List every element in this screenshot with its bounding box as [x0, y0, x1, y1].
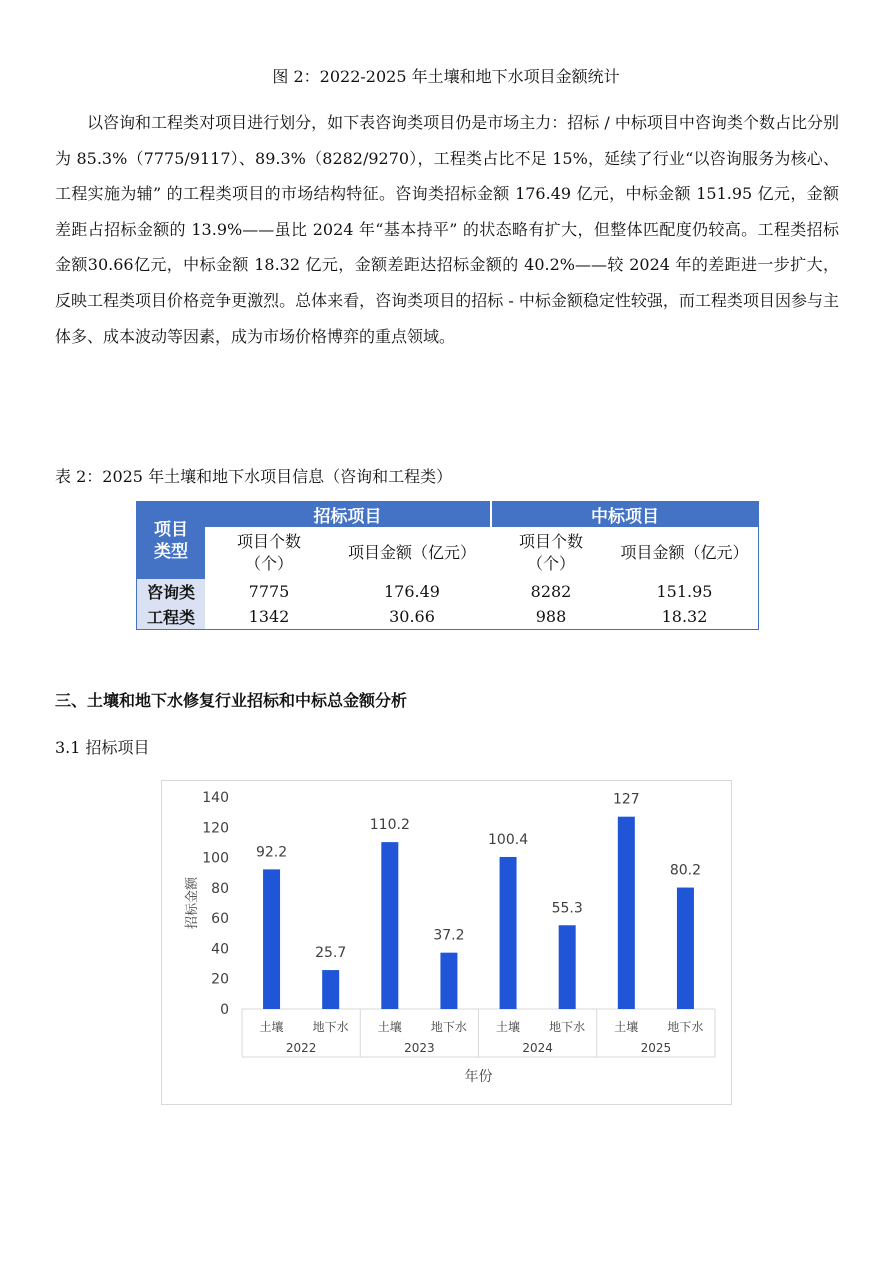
data-label: 80.2: [669, 862, 702, 879]
bar: [381, 842, 398, 1009]
x-subcategory-label: 地下水: [312, 1020, 349, 1034]
chart-svg: [162, 781, 731, 1104]
win-count-cell: 8282: [530, 582, 572, 601]
body-paragraph: 以咨询和工程类对项目进行划分，如下表咨询类项目仍是市场主力：招标 / 中标项目中咨询类个数占比分别为 85.3%（7775/9117）、89.3%（8282/9270），工程类占比不足 15%，延续了行业“以咨询服务为核心、工程实施为辅” 的工程类项目的市场结构特征。咨询类招标金额 176.49 亿元，中标金额 151.95 亿元，金额差距占招标金额的 13.9%——虽比 2024 年“基本持平” 的状态略有扩大，但整体匹配度仍较高。工程类招标金额30.66亿元，中标金额 18.32 亿元，金额差距达招标金额的 40.2%——较 2024 年的差距进一步扩大，反映工程类项目价格竞争更激烈。总体来看，咨询类项目的招标 - 中标金额稳定性较强，而工程类项目因参与主体多、成本波动等因素，成为市场价格博弈的重点领域。: [55, 113, 839, 346]
row-type: 咨询类: [137, 579, 206, 604]
x-subcategory-label: 土壤: [496, 1020, 521, 1034]
data-label: 55.3: [551, 900, 583, 917]
y-tick-label: 0: [220, 1002, 229, 1018]
figure-caption: 图 2：2022-2025 年土壤和地下水项目金额统计: [272, 67, 620, 86]
bar: [440, 953, 457, 1009]
subsection-title: 3.1 招标项目: [55, 738, 150, 757]
bid-amount-chart: [161, 780, 732, 1105]
bid-count-cell: 7775: [248, 582, 290, 601]
win-amount-cell: 18.32: [661, 607, 708, 626]
section-title: 三、土壤和地下水修复行业招标和中标总金额分析: [55, 691, 408, 710]
y-tick-label: 60: [211, 911, 229, 928]
bar: [500, 857, 517, 1009]
corner-label: 项目类型: [153, 519, 188, 562]
data-label: 100.4: [488, 831, 529, 848]
x-group-label: 2024: [522, 1041, 553, 1055]
bid-amount-cell: 30.66: [389, 607, 435, 626]
win-amount-header: 项目金额（亿元）: [620, 543, 749, 562]
win-count-header: [491, 527, 611, 579]
x-group-label: 2023: [404, 1041, 435, 1055]
bar: [559, 925, 576, 1009]
row-type: 工程类: [137, 604, 206, 630]
y-axis-label: 招标金额: [185, 876, 200, 930]
x-subcategory-label: 土壤: [259, 1020, 284, 1034]
corner-header: [137, 502, 206, 580]
bid-count-header-label: 项目个数（个）: [236, 532, 301, 573]
y-tick-label: 140: [202, 790, 229, 806]
y-tick-label: 120: [202, 820, 229, 837]
y-tick-label: 100: [202, 850, 229, 867]
data-label: 127: [612, 791, 640, 808]
bar: [322, 970, 339, 1009]
bar: [618, 817, 635, 1009]
bid-amount-header: 项目金额（亿元）: [347, 543, 476, 562]
y-tick-label: 80: [211, 880, 229, 897]
table-row: [137, 579, 759, 604]
x-subcategory-label: 地下水: [549, 1020, 586, 1034]
x-subcategory-label: 地下水: [667, 1020, 704, 1034]
x-subcategory-label: 土壤: [377, 1020, 402, 1034]
win-count-header-label: 项目个数（个）: [518, 532, 583, 573]
win-count-cell: 988: [535, 607, 567, 626]
table-caption: 表 2：2025 年土壤和地下水项目信息（咨询和工程类）: [55, 467, 453, 486]
y-tick-label: 40: [211, 941, 229, 958]
bar: [677, 888, 694, 1009]
bid-count-cell: 1342: [248, 607, 290, 626]
bar: [263, 869, 280, 1009]
data-label: 25.7: [315, 945, 347, 962]
bid-amount-cell: 176.49: [384, 582, 440, 601]
x-subcategory-label: 土壤: [614, 1020, 639, 1034]
win-amount-cell: 151.95: [656, 582, 713, 601]
data-label: 92.2: [255, 844, 288, 861]
bid-group-header: 招标项目: [205, 502, 491, 528]
data-label: 110.2: [369, 817, 410, 834]
x-group-label: 2022: [285, 1041, 317, 1055]
table-row: [137, 604, 759, 630]
x-group-label: 2025: [640, 1041, 672, 1055]
project-info-table: [136, 501, 759, 630]
win-group-header: 中标项目: [491, 502, 759, 528]
y-tick-label: 20: [211, 971, 229, 988]
bid-count-header: [205, 527, 333, 579]
data-label: 37.2: [433, 927, 465, 944]
x-subcategory-label: 地下水: [430, 1020, 467, 1034]
x-axis-label: 年份: [464, 1069, 493, 1085]
